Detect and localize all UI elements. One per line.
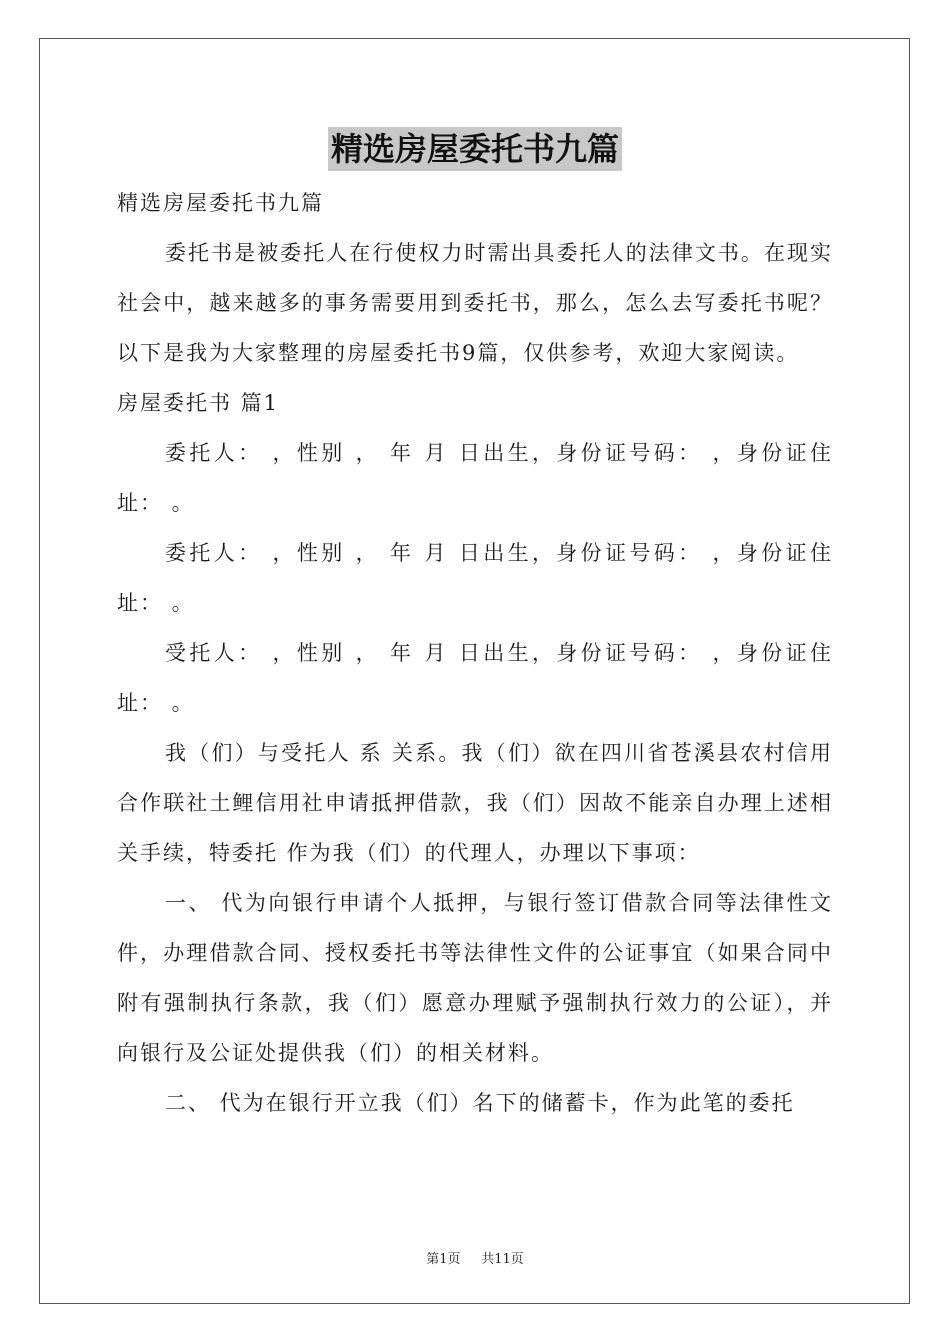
page-footer — [0, 1248, 950, 1267]
section-heading: 房屋委托书 篇1 — [117, 391, 280, 415]
paragraph: 受托人： ，性别 ， 年 月 日出生，身份证号码： ，身份证住址： 。 — [117, 641, 833, 715]
paragraph: 委托书是被委托人在行使权力时需出具委托人的法律文书。在现实社会中，越来越多的事务需要用到委托书，那么，怎么去写委托书呢？以下是我为大家整理的房屋委托书9篇，仅供参考，欢迎大家阅读。 — [117, 241, 833, 365]
page-number: 第1页 — [426, 1252, 461, 1267]
title-container — [0, 127, 950, 171]
paragraph: 一、 代为向银行申请个人抵押，与银行签订借款合同等法律性文件，办理借款合同、授权委托书等法律性文件的公证事宜（如果合同中附有强制执行条款，我（们）愿意办理赋予强制执行效力的公证），并向银行及公证处提供我（们）的相关材料。 — [117, 891, 833, 1065]
total-pages: 共11页 — [481, 1252, 524, 1267]
document-title: 精选房屋委托书九篇 — [328, 127, 622, 171]
paragraph: 我（们）与受托人 系 关系。我（们）欲在四川省苍溪县农村信用合作联社土鲤信用社申请抵押借款，我（们）因故不能亲自办理上述相关手续，特委托 作为我（们）的代理人，办理以下事项： — [117, 741, 833, 865]
paragraph: 委托人： ，性别 ， 年 月 日出生，身份证号码： ，身份证住址： 。 — [117, 441, 833, 515]
paragraph: 二、 代为在银行开立我（们）名下的储蓄卡，作为此笔的委托 — [165, 1091, 795, 1115]
paragraph: 委托人： ，性别 ， 年 月 日出生，身份证号码： ，身份证住址： 。 — [117, 541, 833, 615]
document-body — [117, 178, 833, 1128]
paragraph: 精选房屋委托书九篇 — [117, 191, 324, 215]
